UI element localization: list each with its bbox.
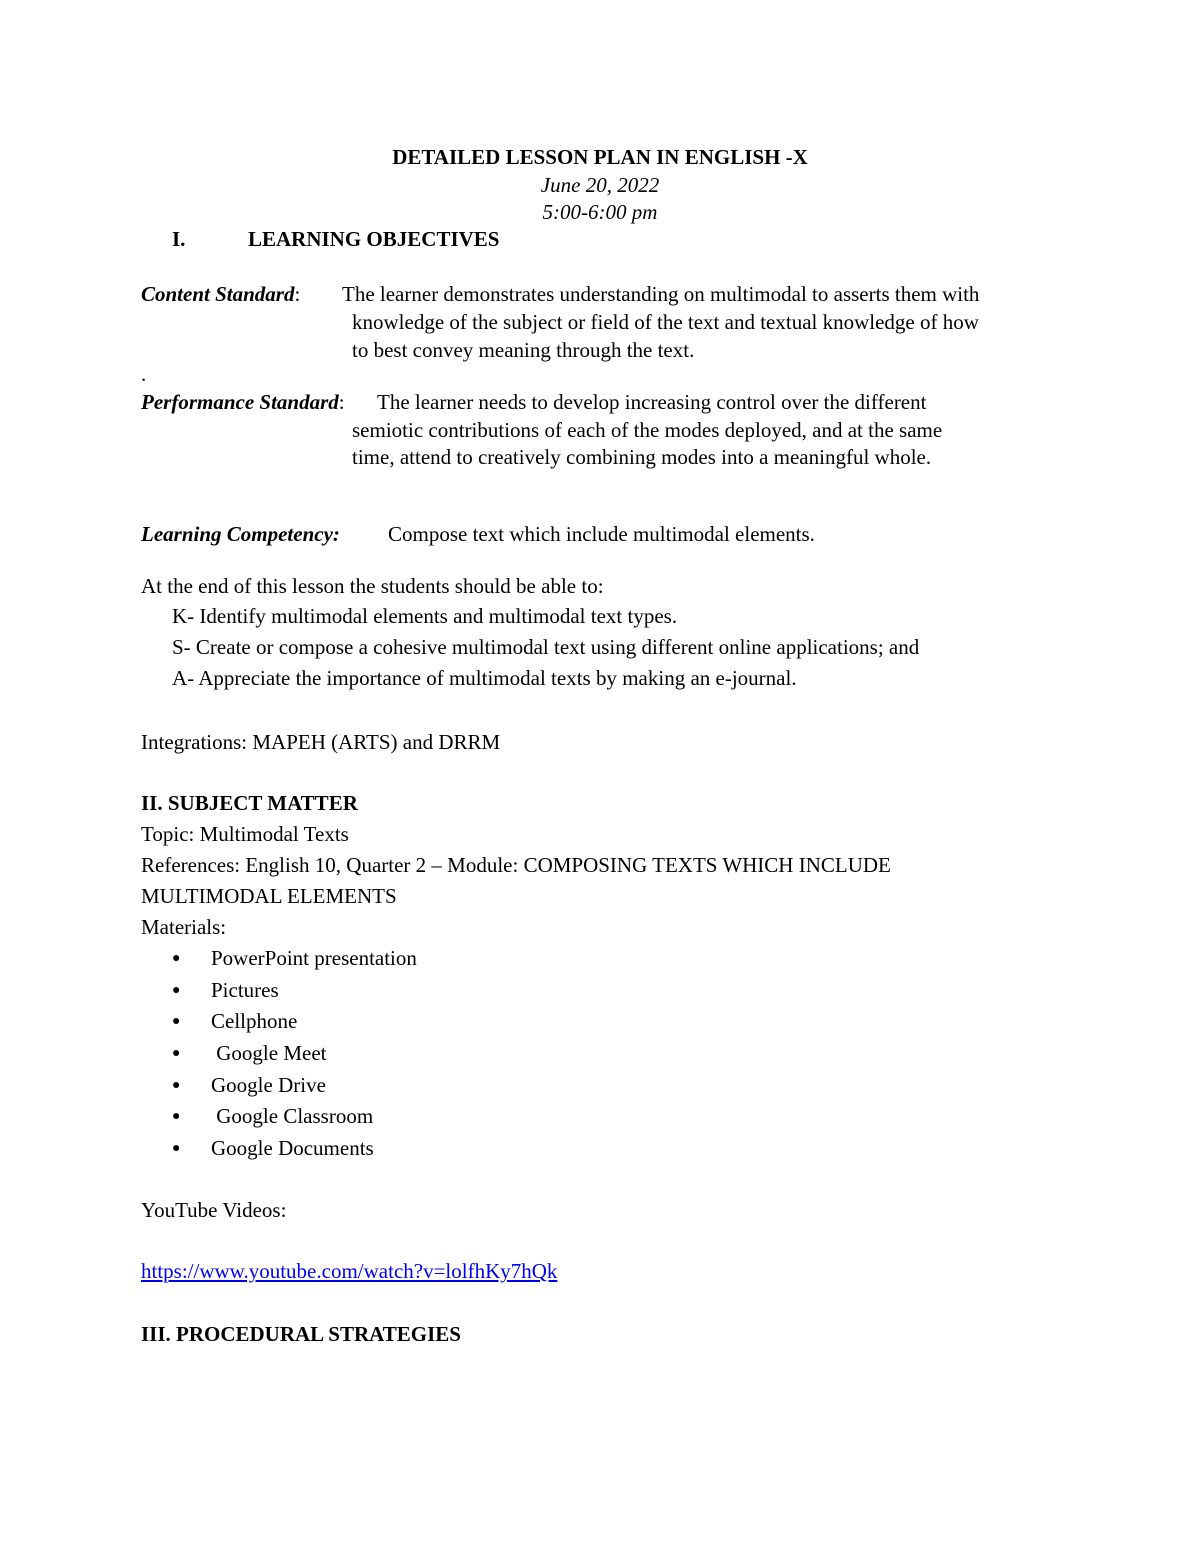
list-item: Google Meet xyxy=(211,1041,327,1065)
list-item: Google Documents xyxy=(211,1136,374,1160)
performance-standard-label: Performance Standard: xyxy=(141,390,345,414)
content-standard-line-3: to best convey meaning through the text. xyxy=(352,338,695,362)
objective-skill: S- Create or compose a cohesive multimodal text using different online applications; and xyxy=(172,635,920,659)
youtube-label: YouTube Videos: xyxy=(141,1198,287,1222)
document-title: DETAILED LESSON PLAN IN ENGLISH -X xyxy=(392,145,808,169)
references-line-2: MULTIMODAL ELEMENTS xyxy=(141,884,397,908)
bullet-icon: ● xyxy=(172,1046,181,1061)
performance-standard-line-1: The learner needs to develop increasing control over the different xyxy=(377,390,927,414)
lesson-date: June 20, 2022 xyxy=(540,173,660,197)
lesson-time: 5:00-6:00 pm xyxy=(542,200,658,224)
performance-standard-line-2: semiotic contributions of each of the modes deployed, and at the same xyxy=(352,418,943,442)
section2-heading: II. SUBJECT MATTER xyxy=(141,791,358,815)
bullet-icon: ● xyxy=(172,983,181,998)
content-standard-label: Content Standard: xyxy=(141,282,301,306)
bullet-icon: ● xyxy=(172,1014,181,1029)
bullet-icon: ● xyxy=(172,1141,181,1156)
content-standard-line-1: The learner demonstrates understanding on multimodal to asserts them with xyxy=(342,282,980,306)
bullet-icon: ● xyxy=(172,1078,181,1093)
section3-heading: III. PROCEDURAL STRATEGIES xyxy=(141,1322,461,1346)
integrations: Integrations: MAPEH (ARTS) and DRRM xyxy=(141,730,501,754)
topic: Topic: Multimodal Texts xyxy=(141,822,349,846)
list-item: Pictures xyxy=(211,978,279,1002)
objective-attitude: A- Appreciate the importance of multimodal texts by making an e-journal. xyxy=(172,666,797,690)
list-item: PowerPoint presentation xyxy=(211,946,417,970)
section1-heading: LEARNING OBJECTIVES xyxy=(248,227,500,251)
bullet-icon: ● xyxy=(172,1109,181,1124)
list-item: Cellphone xyxy=(211,1009,298,1033)
section1-number: I. xyxy=(172,227,186,251)
content-standard-line-2: knowledge of the subject or field of the text and textual knowledge of how xyxy=(352,310,979,334)
learning-competency-text: Compose text which include multimodal elements. xyxy=(388,522,815,546)
objectives-intro: At the end of this lesson the students should be able to: xyxy=(141,574,604,598)
learning-competency-label: Learning Competency: xyxy=(141,522,340,546)
materials-label: Materials: xyxy=(141,915,227,939)
references-line-1: References: English 10, Quarter 2 – Module: COMPOSING TEXTS WHICH INCLUDE xyxy=(141,853,891,877)
list-item: Google Drive xyxy=(211,1073,326,1097)
youtube-link[interactable]: https://www.youtube.com/watch?v=lolfhKy7hQk xyxy=(141,1259,558,1283)
objective-knowledge: K- Identify multimodal elements and multimodal text types. xyxy=(172,604,678,628)
bullet-icon: ● xyxy=(172,951,181,966)
stray-mark: . xyxy=(141,362,147,386)
performance-standard-line-3: time, attend to creatively combining modes into a meaningful whole. xyxy=(352,445,932,469)
list-item: Google Classroom xyxy=(211,1104,374,1128)
